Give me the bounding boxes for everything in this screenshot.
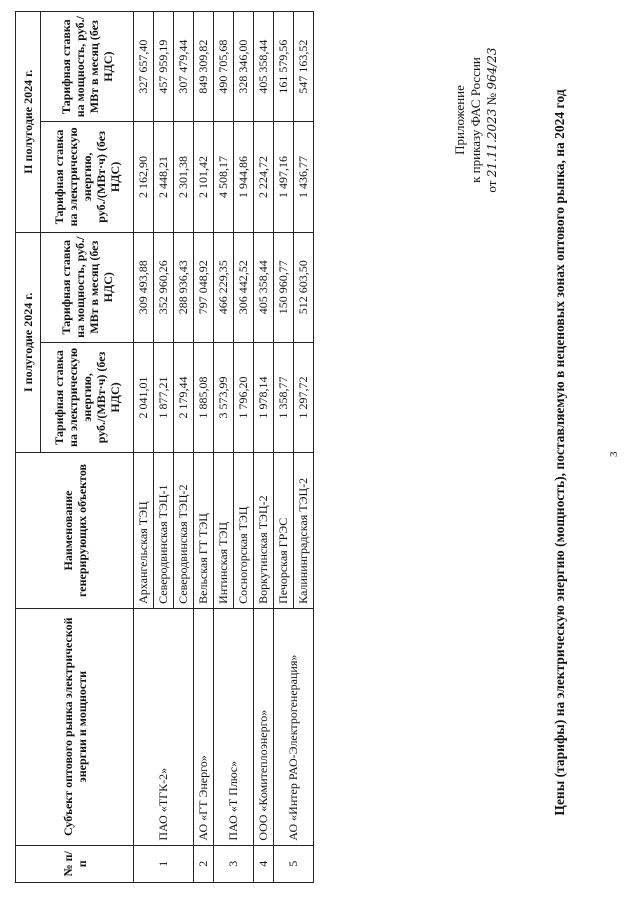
appendix-order: к приказу ФАС России <box>468 57 483 183</box>
row-object: Вельская ГТ ТЭЦ <box>194 453 214 609</box>
header-h2: II полугодие 2024 г. <box>16 12 41 233</box>
header-object: Наименование генерирующих объектов <box>16 453 134 609</box>
row-h1-energy: 1 885,08 <box>194 342 214 452</box>
row-h2-capacity: 849 309,82 <box>194 12 214 122</box>
row-h2-energy: 2 162,90 <box>134 122 154 232</box>
row-num: 5 <box>274 845 314 882</box>
appendix-date-line <box>484 25 500 215</box>
appendix-date: 21.11.2023 <box>485 108 499 178</box>
header-h1-capacity: Тарифная ставка на мощность, руб./МВт в месяц (без НДС) <box>41 232 134 342</box>
table-row <box>274 12 294 883</box>
row-h2-energy: 1 497,16 <box>274 122 294 232</box>
row-num: 3 <box>214 845 254 882</box>
row-h1-capacity: 150 960,77 <box>274 232 294 342</box>
row-subject: ПАО «Т Плюс» <box>214 608 254 845</box>
row-h2-capacity: 328 346,00 <box>234 12 254 122</box>
row-h2-energy: 2 101,42 <box>194 122 214 232</box>
row-object: Интинская ТЭЦ <box>214 453 234 609</box>
row-h2-capacity: 307 479,44 <box>174 12 194 122</box>
row-h2-capacity: 327 657,40 <box>134 12 154 122</box>
header-subject: Субъект оптового рынка электрической энергии и мощности <box>16 608 134 845</box>
row-object: Северодвинская ТЭЦ-1 <box>154 453 174 609</box>
table-row <box>214 12 234 883</box>
row-h1-energy: 3 573,99 <box>214 342 234 452</box>
row-subject: АО «ГТ Энерго» <box>194 608 214 845</box>
row-h1-capacity: 309 493,88 <box>134 232 154 342</box>
row-num: 1 <box>134 845 194 882</box>
row-h2-capacity: 547 163,52 <box>294 12 314 122</box>
row-h2-energy: 2 448,21 <box>154 122 174 232</box>
row-object: Воркутинская ТЭЦ-2 <box>254 453 274 609</box>
header-h2-capacity: Тарифная ставка на мощность, руб./МВт в месяц (без НДС) <box>41 12 134 122</box>
page-number: 3 <box>608 451 620 457</box>
row-h1-capacity: 512 603,50 <box>294 232 314 342</box>
row-h2-capacity: 457 959,19 <box>154 12 174 122</box>
table-row <box>254 12 274 883</box>
row-h1-energy: 2 179,44 <box>174 342 194 452</box>
row-h2-capacity: 161 579,56 <box>274 12 294 122</box>
table-row <box>194 12 214 883</box>
row-subject: ПАО «ТГК-2» <box>134 608 194 845</box>
appendix-number: 964/23 <box>485 47 499 90</box>
row-h2-energy: 1 436,77 <box>294 122 314 232</box>
row-h2-energy: 2 224,72 <box>254 122 274 232</box>
row-num: 2 <box>194 845 214 882</box>
appendix-title: Приложение <box>452 85 467 155</box>
row-h1-energy: 1 796,20 <box>234 342 254 452</box>
table-body <box>134 12 314 883</box>
row-object: Калининградская ТЭЦ-2 <box>294 453 314 609</box>
row-subject: АО «Интер РАО-Электрогенерация» <box>274 608 314 845</box>
header-h2-energy: Тарифная ставка на электрическую энергию, руб./(МВт·ч) (без НДС) <box>41 122 134 232</box>
header-h1: I полугодие 2024 г. <box>16 232 41 453</box>
row-h2-energy: 4 508,17 <box>214 122 234 232</box>
row-h2-energy: 2 301,38 <box>174 122 194 232</box>
header-num: № п/п <box>16 845 134 882</box>
row-object: Сосногорская ТЭЦ <box>234 453 254 609</box>
row-object: Печорская ГРЭС <box>274 453 294 609</box>
table-row <box>134 12 154 883</box>
row-h2-capacity: 490 705,68 <box>214 12 234 122</box>
appendix-date-prefix: от <box>484 180 499 193</box>
table-header <box>16 12 134 883</box>
header-h1-energy: Тарифная ставка на электрическую энергию, руб./(МВт·ч) (без НДС) <box>41 342 134 452</box>
row-h1-capacity: 352 960,26 <box>154 232 174 342</box>
row-h2-energy: 1 944,86 <box>234 122 254 232</box>
appendix-block <box>452 25 500 215</box>
row-h1-energy: 1 978,14 <box>254 342 274 452</box>
document-title: Цены (тарифы) на электрическую энергию (мощность), поставляемую в неценовых зонах оптового рынка, на 2024 год <box>552 89 567 816</box>
appendix-number-prefix: № <box>484 92 499 106</box>
tariff-table <box>15 11 314 883</box>
row-h1-energy: 1 877,21 <box>154 342 174 452</box>
row-h1-energy: 2 041,01 <box>134 342 154 452</box>
row-num: 4 <box>254 845 274 882</box>
row-h1-capacity: 288 936,43 <box>174 232 194 342</box>
row-h1-energy: 1 358,77 <box>274 342 294 452</box>
row-h1-capacity: 466 229,35 <box>214 232 234 342</box>
row-h1-capacity: 405 358,44 <box>254 232 274 342</box>
row-object: Северодвинская ТЭЦ-2 <box>174 453 194 609</box>
row-h2-capacity: 405 358,44 <box>254 12 274 122</box>
row-object: Архангельская ТЭЦ <box>134 453 154 609</box>
row-h1-capacity: 306 442,52 <box>234 232 254 342</box>
row-h1-capacity: 797 048,92 <box>194 232 214 342</box>
row-subject: ООО «Комитеплоэнерго» <box>254 608 274 845</box>
row-h1-energy: 1 297,72 <box>294 342 314 452</box>
